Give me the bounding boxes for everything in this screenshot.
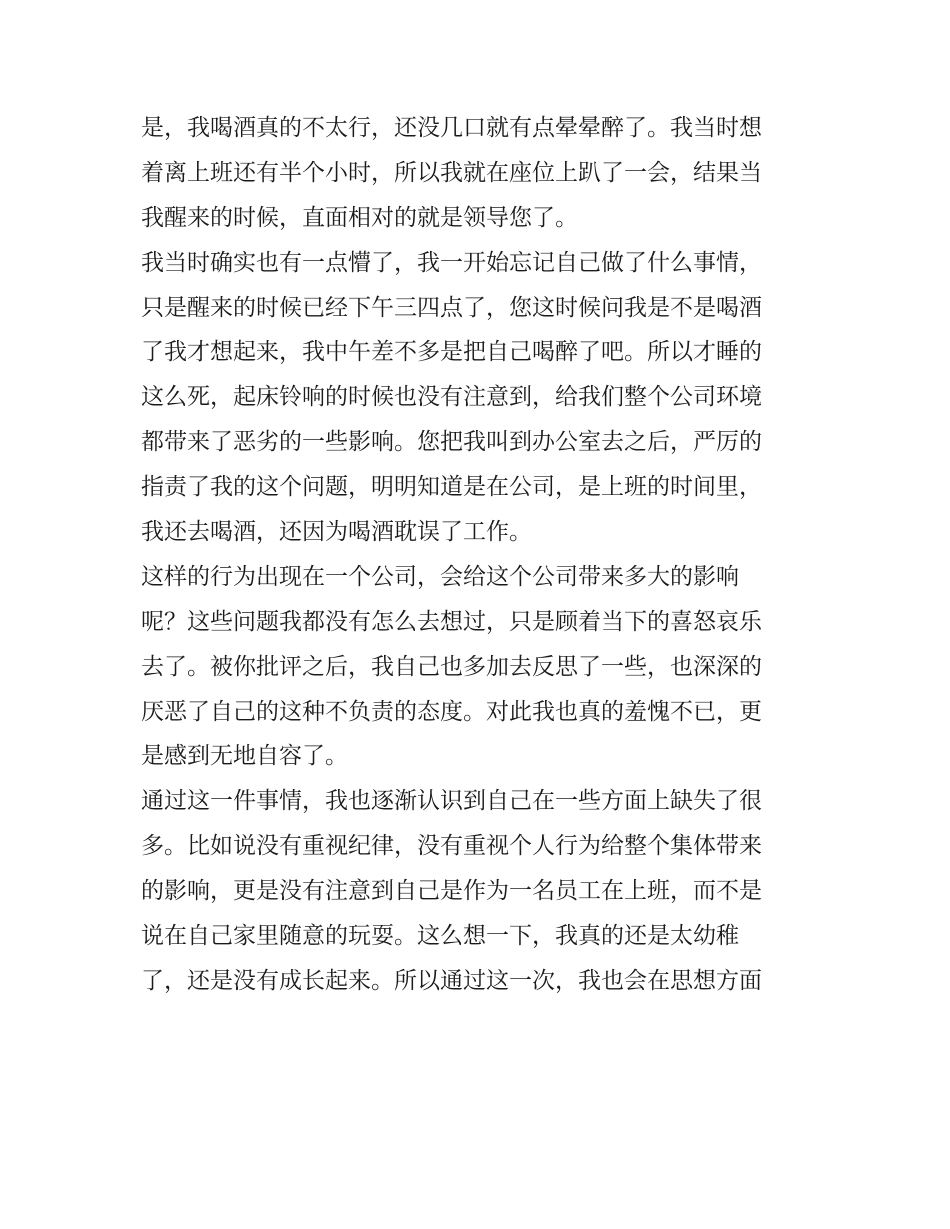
text-line: 着离上班还有半个小时，所以我就在座位上趴了一会，结果当 <box>141 159 762 186</box>
text-line: 只是醒来的时候已经下午三四点了，您这时候问我是不是喝酒 <box>141 294 762 321</box>
text-line: 我还去喝酒，还因为喝酒耽误了工作。 <box>141 519 532 546</box>
text-line: 我醒来的时候，直面相对的就是领导您了。 <box>141 204 578 231</box>
text-line: 了，还是没有成长起来。所以通过这一次，我也会在思想方面 <box>141 967 762 994</box>
text-line: 通过这一件事情，我也逐渐认识到自己在一些方面上缺失了很 <box>141 788 762 815</box>
text-line: 了我才想起来，我中午差不多是把自己喝醉了吧。所以才睡的 <box>141 339 762 366</box>
text-line: 厌恶了自己的这种不负责的态度。对此我也真的羞愧不已，更 <box>141 698 762 725</box>
text-line: 这样的行为出现在一个公司，会给这个公司带来多大的影响 <box>141 563 739 590</box>
text-line: 都带来了恶劣的一些影响。您把我叫到办公室去之后，严厉的 <box>141 429 762 456</box>
text-line: 是，我喝酒真的不太行，还没几口就有点晕晕醉了。我当时想 <box>141 115 762 141</box>
text-line: 我当时确实也有一点懵了，我一开始忘记自己做了什么事情， <box>141 249 762 276</box>
text-line: 是感到无地自容了。 <box>141 743 348 770</box>
text-line: 说在自己家里随意的玩耍。这么想一下，我真的还是太幼稚 <box>141 923 739 950</box>
text-line: 的影响，更是没有注意到自己是作为一名员工在上班，而不是 <box>141 878 762 905</box>
text-line: 指责了我的这个问题，明明知道是在公司，是上班的时间里， <box>141 474 762 501</box>
text-line: 去了。被你批评之后，我自己也多加去反思了一些，也深深的 <box>141 653 762 680</box>
text-line: 呢？这些问题我都没有怎么去想过，只是顾着当下的喜怒哀乐 <box>141 608 762 635</box>
text-line: 多。比如说没有重视纪律，没有重视个人行为给整个集体带来 <box>141 833 762 860</box>
body-text <box>141 106 821 1004</box>
text-line: 这么死，起床铃响的时候也没有注意到，给我们整个公司环境 <box>141 384 762 411</box>
